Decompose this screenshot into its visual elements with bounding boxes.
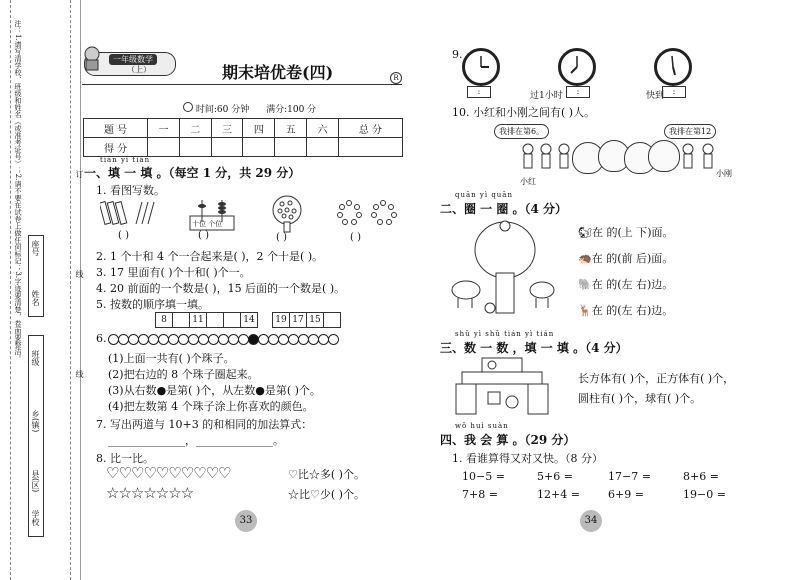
clock-label-2: 快到 [646,91,665,101]
score-cell[interactable] [307,138,339,157]
score-cell[interactable] [243,138,275,157]
title-rule [82,84,402,85]
q8-text: 8. 比一比。 [96,452,154,465]
children-right-image [680,142,720,179]
q7-text: 7. 写出两道与 10+3 的和相同的加法算式： [96,418,313,431]
clock-1-answer[interactable]: : [467,86,491,98]
stars-row: ☆☆☆☆☆☆☆ [106,484,194,502]
deer-icon: 🦌 [578,304,592,317]
q6b-text: (2)把右边的 8 个珠子圈起来。 [108,368,259,381]
name-label: 姓名 [31,290,40,306]
blocks-castle-image [452,356,552,419]
bead-string [108,332,338,345]
count-line-1: 长方体有( )个，正方体有( )个， [578,372,735,385]
calc-item[interactable]: 19−0 = [683,488,726,501]
school-label: 学校 [31,510,40,526]
sec2-pinyin: quān yì quān [455,191,513,199]
sec4-pinyin: wǒ huì suàn [455,422,509,430]
table-cell: 一 [148,119,180,138]
bead [328,334,339,345]
q3-text: 3. 17 里面有( )个十和( )个一。 [96,266,251,279]
elephant-icon: 🐘 [578,278,592,291]
answer-paren-2[interactable]: ( ) [198,230,209,241]
table-cell: 三 [211,119,243,138]
calc-item[interactable]: 5+6 = [537,470,573,483]
children-left-image [520,142,572,179]
bush-icon [648,140,680,172]
score-cell[interactable] [148,138,180,157]
fold-line [70,0,71,580]
seat-label: 座号 [31,240,40,256]
cut-line [10,0,11,580]
sec1-title: 一、填 一 填 。（每空 1 分，共 29 分） [84,166,301,180]
speech-bubble-2: 我排在第12 [664,124,716,139]
binder-notice: 注：1.请写清学校、班级和姓名（或准考证号）；2.请不要在试卷上做任何标记；3.字迹要清楚，卷面要整洁。 [14,20,22,363]
table-cell: 总 分 [338,119,402,138]
answer-paren-4[interactable]: ( ) [350,232,361,243]
q9-label: 9. [452,48,463,61]
score-table-header-row [84,119,403,138]
class-label: 班级 [31,350,40,366]
score-cell[interactable] [275,138,307,157]
clock-icon [183,102,193,112]
score-table [83,118,403,157]
clock-2-icon [558,48,596,86]
clock-2-answer[interactable]: : [566,86,590,98]
grade-badge [84,52,176,76]
answer-paren-3[interactable]: ( ) [276,232,287,243]
q6d-text: (4)把左数第 4 个珠子涂上你喜欢的颜色。 [108,400,314,413]
clock-3-icon [654,48,692,86]
table-cell: 得 分 [84,138,148,157]
position-line-2: 🦔在 的(前 后)面。 [578,252,674,265]
mascot-icon [81,45,103,71]
score-label: 满分:100 分 [266,105,317,115]
count-line-2: 圆柱有( )个，球有( )个。 [578,392,702,405]
q4-text: 4. 20 前面的一个数是( )，15 后面的一个数是( )。 [96,282,346,295]
county-label: 县(区) [31,470,40,493]
table-cell: 五 [275,119,307,138]
calc-item[interactable]: 17−7 = [608,470,651,483]
score-table-score-row [84,138,403,157]
calc-item[interactable]: 10−5 = [462,470,505,483]
table-cell: 二 [179,119,211,138]
calc-item[interactable]: 12+4 = [537,488,580,501]
apple-tree-image [270,194,304,237]
score-cell[interactable] [179,138,211,157]
q2-text: 2. 1 个十和 4 个一合起来是( )，2 个十是( )。 [96,250,324,263]
position-line-1: 🐿在 的(上 下)面。 [578,226,674,239]
calc-item[interactable]: 7+8 = [462,488,498,501]
fold-label-3: 线 [75,370,84,378]
q6a-text: (1)上面一共有( )个珠子。 [108,352,235,365]
seq-box[interactable] [172,312,190,328]
seq-box[interactable] [206,312,224,328]
score-cell[interactable] [338,138,402,157]
clock-1-icon [462,48,500,86]
seq-box[interactable]: 8 [155,312,173,328]
badge-sub: （上） [127,65,151,74]
answer-paren-1[interactable]: ( ) [118,230,129,241]
forest-scene-image [450,218,560,321]
fold-label-2: 线 [75,270,84,278]
sec1-pinyin: tián yì tián [100,156,151,164]
seq-box[interactable]: 14 [240,312,258,328]
q10-text: 10. 小红和小刚之间有( )人。 [452,106,596,119]
q8-compare-1: ♡比☆多( )个。 [288,468,365,481]
score-cell[interactable] [211,138,243,157]
clock-label-1: 过1小时 [530,91,563,101]
sec2-title: 二、圈 一 圈 。（4 分） [440,202,568,216]
position-line-3: 🐘在 的(左 右)边。 [578,278,674,291]
q1-text: 1. 看图写数。 [96,184,165,197]
squirrel-icon: 🐿 [578,226,592,239]
seq-box[interactable]: 17 [289,312,307,328]
sec3-pinyin: shǔ yì shǔ tián yì tián [455,330,555,338]
abacus-labels: 十位 个位 [192,220,223,228]
seq-box[interactable]: 19 [272,312,290,328]
time-label: 时间:60 分钟 [195,105,250,115]
position-line-4: 🦌在 的(左 右)边。 [578,304,674,317]
town-label: 乡(镇) [31,410,40,433]
table-cell: 六 [307,119,339,138]
calc-item[interactable]: 8+6 = [683,470,719,483]
page-number-right: 34 [580,510,602,532]
seq-box[interactable]: 11 [189,312,207,328]
sequence-row-2 [272,312,340,328]
sec4-title: 四、我 会 算 。（29 分） [440,433,576,447]
abacus-image [188,196,238,235]
sequence-row-1 [155,312,257,328]
q4-1-text: 1. 看谁算得又对又快。（8 分） [452,452,603,465]
registered-mark: R [390,72,402,84]
speech-bubble-1: 我排在第6。 [494,124,549,139]
table-cell: 题 号 [84,119,148,138]
q6c-text: (3)从右数●是第( )个，从左数●是第( )个。 [108,384,321,397]
q7-blanks[interactable]: ______________，______________。 [108,434,284,447]
badge-title: 一年级数学 [109,54,157,65]
sec3-title: 三、数 一 数 ，填 一 填 。（4 分） [440,341,628,355]
bead-rings-image [336,200,400,229]
q5-text: 5. 按数的顺序填一填。 [96,298,209,311]
hedgehog-icon: 🦔 [578,252,592,265]
seq-box[interactable] [323,312,341,328]
clock-3-answer[interactable]: : [662,86,686,98]
calc-item[interactable]: 6+9 = [608,488,644,501]
page-number-left: 33 [235,510,257,532]
page-title: 期末培优卷(四) [222,63,334,82]
time-info [183,102,316,115]
name-xiaogang: 小刚 [716,169,732,178]
fold-label-1: 订 [75,170,84,178]
seq-box[interactable] [223,312,241,328]
seq-box[interactable]: 15 [306,312,324,328]
sticks-bundles-image [100,198,160,229]
name-xiaohong: 小红 [520,177,536,186]
binder-strip [0,0,84,580]
hearts-row: ♡♡♡♡♡♡♡♡♡♡ [106,464,231,482]
table-cell: 四 [243,119,275,138]
q8-compare-2: ☆比♡少( )个。 [288,488,365,501]
q6-label: 6. [96,332,107,345]
